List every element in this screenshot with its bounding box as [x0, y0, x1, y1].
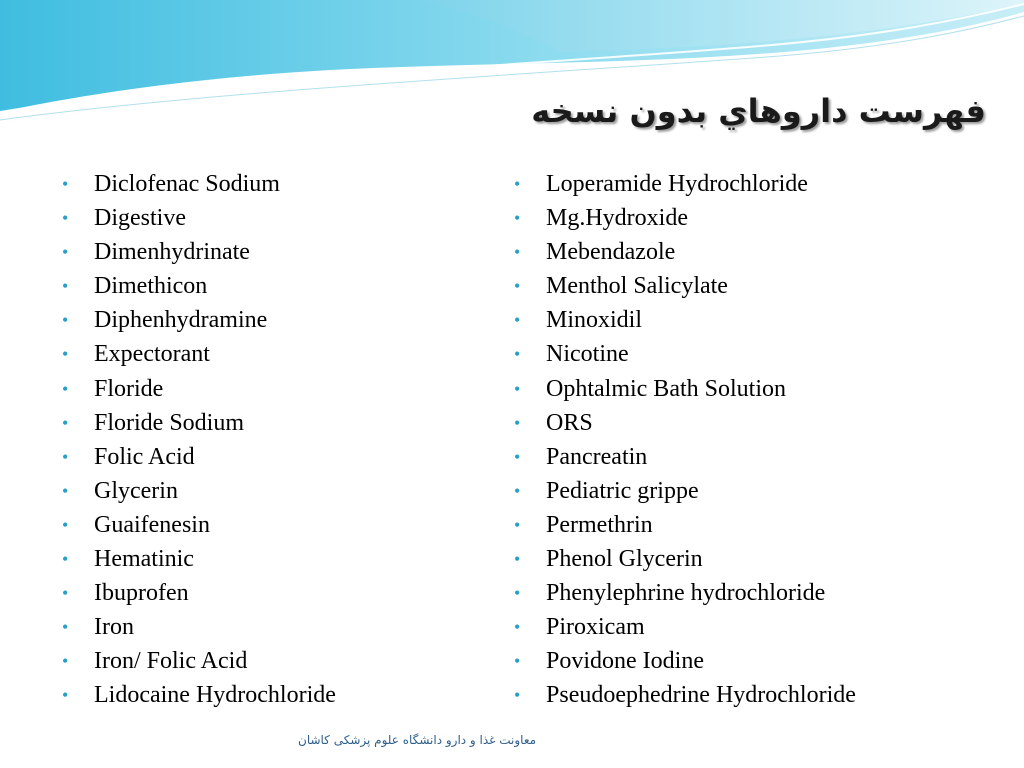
list-item-label: Mg.Hydroxide — [546, 205, 688, 232]
list-item-label: Ophtalmic Bath Solution — [546, 375, 786, 402]
list-item — [512, 167, 856, 201]
drug-list-right — [512, 167, 856, 713]
list-item — [512, 542, 856, 576]
bullet-dot-icon: • — [62, 514, 69, 535]
list-item-label: Nicotine — [546, 341, 629, 368]
list-item-label: Minoxidil — [546, 307, 643, 334]
list-item-label: Diphenhydramine — [94, 307, 268, 334]
list-item-label: Floride — [94, 375, 164, 402]
list-item-label: Pancreatin — [546, 443, 648, 470]
list-item-label: Lidocaine Hydrochloride — [94, 682, 336, 709]
bullet-dot-icon: • — [514, 412, 521, 433]
list-item — [60, 337, 336, 371]
bullet-dot-icon: • — [514, 310, 521, 331]
list-item-label: Guaifenesin — [94, 511, 210, 538]
list-item-label: Folic Acid — [94, 443, 195, 470]
bullet-dot-icon: • — [62, 446, 69, 467]
list-item — [60, 201, 336, 235]
list-item-label: Dimenhydrinate — [94, 239, 250, 266]
list-item-label: ORS — [546, 409, 593, 436]
list-item-label: Phenylephrine hydrochloride — [546, 580, 826, 607]
list-item-label: Diclofenac Sodium — [94, 171, 280, 197]
bullet-dot-icon: • — [62, 583, 69, 604]
bullet-dot-icon: • — [62, 549, 69, 570]
list-item-label: Iron/ Folic Acid — [94, 648, 248, 675]
bullet-dot-icon: • — [514, 344, 521, 365]
list-item — [512, 610, 856, 644]
list-item — [60, 372, 336, 406]
bullet-dot-icon: • — [62, 480, 69, 501]
bullet-dot-icon: • — [62, 412, 69, 433]
list-item — [512, 644, 856, 678]
bullet-dot-icon: • — [514, 378, 521, 399]
bullet-dot-icon: • — [514, 174, 521, 194]
bullet-dot-icon: • — [62, 174, 69, 194]
bullet-dot-icon: • — [62, 208, 69, 229]
list-item-label: Digestive — [94, 205, 186, 232]
list-item — [60, 678, 336, 712]
list-item — [512, 406, 856, 440]
list-item — [512, 201, 856, 235]
bullet-dot-icon: • — [62, 378, 69, 399]
list-item — [60, 474, 336, 508]
bullet-dot-icon: • — [62, 651, 69, 672]
bullet-dot-icon: • — [514, 480, 521, 501]
bullet-dot-icon: • — [62, 276, 69, 297]
list-item-label: Povidone Iodine — [546, 648, 704, 675]
list-item-label: Ibuprofen — [94, 580, 189, 607]
list-item — [512, 372, 856, 406]
list-item-label: Permethrin — [546, 511, 653, 538]
list-item — [60, 303, 336, 337]
list-item-label: Glycerin — [94, 477, 178, 504]
bullet-dot-icon: • — [62, 242, 69, 263]
bullet-dot-icon: • — [62, 685, 69, 706]
list-item-label: Loperamide Hydrochloride — [546, 171, 808, 197]
list-item — [512, 678, 856, 712]
list-item — [512, 508, 856, 542]
list-item — [60, 610, 336, 644]
list-item-label: Iron — [94, 614, 134, 641]
list-item — [60, 644, 336, 678]
list-item — [60, 542, 336, 576]
bullet-dot-icon: • — [514, 685, 521, 706]
list-item — [512, 440, 856, 474]
list-item-label: Pediatric grippe — [546, 477, 699, 504]
list-item-label: Menthol Salicylate — [546, 273, 728, 300]
list-item — [512, 235, 856, 269]
bullet-dot-icon: • — [62, 310, 69, 331]
list-item-label: Hematinic — [94, 546, 194, 573]
list-item — [60, 235, 336, 269]
list-item — [512, 474, 856, 508]
bullet-dot-icon: • — [514, 617, 521, 638]
slide-title: فهرست داروهاي بدون نسخه — [531, 92, 986, 130]
bullet-dot-icon: • — [514, 514, 521, 535]
bullet-dot-icon: • — [514, 549, 521, 570]
list-item — [60, 440, 336, 474]
bullet-dot-icon: • — [62, 617, 69, 638]
slide-footer: معاونت غذا و دارو دانشگاه علوم پزشکی کاشان — [298, 733, 537, 747]
list-item-label: Floride Sodium — [94, 409, 245, 436]
bullet-dot-icon: • — [514, 446, 521, 467]
list-item-label: Pseudoephedrine Hydrochloride — [546, 682, 856, 709]
list-item — [512, 576, 856, 610]
list-item — [512, 337, 856, 371]
list-item — [60, 406, 336, 440]
list-item — [60, 269, 336, 303]
list-item — [60, 576, 336, 610]
list-item — [512, 303, 856, 337]
bullet-dot-icon: • — [514, 276, 521, 297]
list-item-label: Phenol Glycerin — [546, 546, 703, 573]
drug-list-left — [60, 167, 336, 713]
bullet-dot-icon: • — [514, 651, 521, 672]
list-item-label: Mebendazole — [546, 239, 676, 266]
list-item-label: Piroxicam — [546, 614, 645, 641]
list-item — [60, 167, 336, 201]
list-item — [60, 508, 336, 542]
list-item-label: Expectorant — [94, 341, 210, 368]
bullet-dot-icon: • — [62, 344, 69, 365]
bullet-dot-icon: • — [514, 583, 521, 604]
bullet-dot-icon: • — [514, 242, 521, 263]
bullet-dot-icon: • — [514, 208, 521, 229]
list-item — [512, 269, 856, 303]
list-item-label: Dimethicon — [94, 273, 208, 300]
